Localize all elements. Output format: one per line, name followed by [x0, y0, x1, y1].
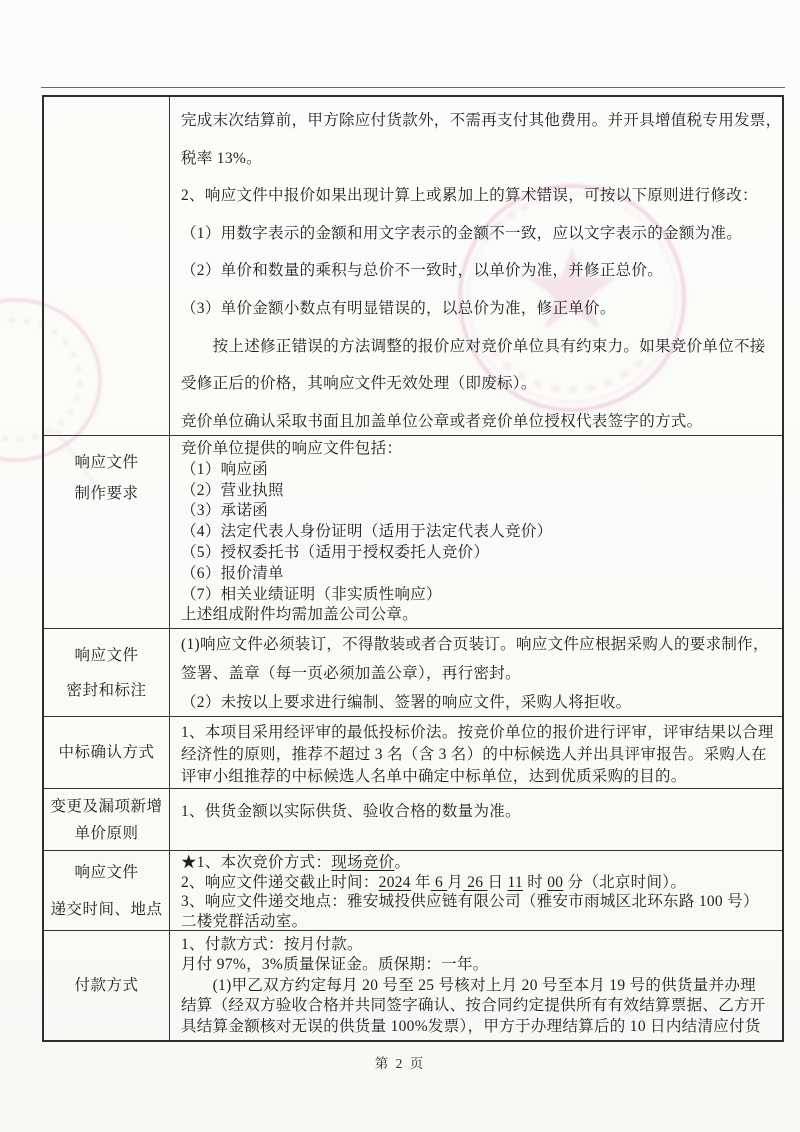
text-line: 结算（经双方验收合格并共同签字确认、按合同约定提供所有有效结算票据、乙方开 — [181, 997, 766, 1015]
text-line: 具结算金额核对无误的供货量 100%发票），甲方于办理结算后的 10 日内结清应付货 — [181, 1017, 761, 1035]
header-line: 制作要求 — [74, 485, 139, 502]
text-line: 经济性的原则，推荐不超过 3 名（含 3 名）的中标候选人并出具评审报告。采购人在 — [181, 746, 767, 763]
row-header-response-doc-requirements — [44, 436, 170, 628]
text-segment: 分（北京时间）。 — [563, 873, 687, 891]
table-row-award-confirmation — [44, 716, 782, 788]
text-line: 月付 97%，3%质量保证金。质保期：一年。 — [181, 956, 489, 974]
row-header-change-new-price — [44, 789, 170, 850]
text-line: （5）授权委托书（适用于授权委托人竞价） — [181, 543, 490, 561]
text-line: 竞价单位确认采取书面且加盖单位公章或者竞价单位授权代表签字的方式。 — [181, 412, 703, 430]
header-line: 变更及漏项新增 — [50, 797, 163, 815]
table-row-payment-terms — [44, 930, 782, 1040]
row-content-quote-corrections — [170, 97, 786, 435]
text-line: 1、付款方式：按月付款。 — [181, 936, 363, 953]
table-row-change-new-price — [44, 788, 782, 850]
header-line: 密封和标注 — [66, 681, 147, 699]
header-line: 付款方式 — [74, 977, 139, 994]
text-segment-underlined: 26 — [463, 873, 488, 891]
row-content-sealing-marking — [170, 629, 782, 716]
row-content-award-confirmation — [170, 717, 782, 788]
header-line: 响应文件 — [74, 863, 139, 881]
row-header-submission-time-place — [44, 851, 170, 930]
offer-terms-table — [42, 95, 784, 1042]
text-segment-underlined: 6 — [430, 873, 448, 891]
row-header-payment-terms — [44, 931, 170, 1040]
text-line: （4）法定代表人身份证明（适用于法定代表人竞价） — [181, 523, 553, 541]
text-segment: 时 — [523, 873, 548, 891]
header-line: 响应文件 — [74, 454, 139, 471]
text-line: （1）响应函 — [181, 460, 269, 478]
text-line: 1、供货金额以实际供货、验收合格的数量为准。 — [181, 803, 521, 820]
text-segment-underlined: 00 — [547, 873, 564, 891]
text-line: 税率 13%。 — [181, 149, 262, 167]
table-row-submission-time-place — [44, 850, 782, 930]
text-line: （2）营业执照 — [181, 481, 284, 499]
text-line: （7）相关业绩证明（非实质性响应） — [181, 585, 442, 603]
table-row-quote-corrections — [44, 97, 782, 435]
row-content-payment-terms — [170, 931, 782, 1040]
text-segment: 3、响应文件递交地点：雅安城投供应链有限公司（雅安市雨城区北环东路 100 号） — [181, 893, 759, 911]
row-header-sealing-marking — [44, 629, 170, 716]
text-line-place — [181, 892, 777, 912]
text-line: 按上述修正错误的方法调整的报价应对竞价单位具有约束力。如果竞价单位不接 — [181, 337, 766, 355]
text-line: (1)甲乙双方约定每月 20 号至 25 号核对上月 20 号至本月 19 号的供货量并办理 — [181, 976, 756, 994]
text-line: 竞价单位提供的响应文件包括： — [181, 440, 403, 457]
header-line: 响应文件 — [74, 646, 139, 664]
header-line: 单价原则 — [74, 824, 139, 842]
table-row-response-doc-requirements — [44, 435, 782, 628]
text-line: （1）用数字表示的金额和用文字表示的金额不一致，应以文字表示的金额为准。 — [181, 224, 743, 242]
header-line: 中标确认方式 — [58, 744, 155, 761]
text-segment-underlined: 11 — [507, 873, 524, 891]
text-segment: 2、响应文件递交截止时间： — [181, 873, 379, 891]
text-line: （2）单价和数量的乘积与总价不一致时，以单价为准，并修正总价。 — [181, 262, 664, 280]
text-segment-underlined: 现场竞价 — [331, 854, 395, 871]
table-row-sealing-marking — [44, 628, 782, 716]
header-line: 递交时间、地点 — [50, 900, 163, 918]
text-line: 2、响应文件中报价如果出现计算上或累加上的算术错误，可按以下原则进行修改： — [181, 187, 758, 205]
text-line: （3）单价金额小数点有明显错误的，以总价为准，修正单价。 — [181, 299, 616, 317]
text-line-deadline — [181, 873, 777, 893]
text-segment: ★1、本次竞价方式： — [181, 854, 332, 871]
text-line: （3）承诺函 — [181, 502, 269, 520]
text-line-bidding-method — [181, 853, 777, 873]
text-line-place-cont — [181, 912, 777, 932]
text-line: （6）报价清单 — [181, 564, 284, 582]
row-content-response-doc-requirements — [170, 436, 782, 628]
text-segment: 二楼党群活动室。 — [181, 912, 308, 930]
text-line: 评审小组推荐的中标候选人名单中确定中标单位，达到优质采购的目的。 — [181, 768, 687, 785]
text-line: （2）未按以上要求进行编制、签署的响应文件，采购人将拒收。 — [181, 694, 632, 711]
row-header-award-confirmation — [44, 717, 170, 788]
text-line: (1)响应文件必须装订，不得散装或者合页装订。响应文件应根据采购人的要求制作， — [181, 636, 769, 653]
text-segment-underlined: 2024 — [378, 873, 411, 891]
text-line: 签署、盖章（每一页必须加盖公章），再行密封。 — [181, 665, 521, 682]
row-header-empty — [44, 97, 170, 435]
text-segment: 月 — [447, 873, 464, 891]
page-number: 第 2 页 — [374, 1056, 426, 1071]
text-segment: 年 — [410, 873, 431, 891]
text-line: 完成末次结算前，甲方除应付货款外，不需再支付其他费用。并开具增值税专用发票， — [181, 112, 782, 129]
text-segment: 日 — [487, 873, 508, 891]
row-content-submission-time-place — [170, 851, 782, 930]
text-line: 上述组成附件均需加盖公司公章。 — [181, 606, 419, 624]
text-line: 1、本项目采用经评审的最低投标价法。按竞价单位的报价进行评审，评审结果以合理 — [181, 724, 774, 741]
row-content-change-new-price — [170, 789, 782, 850]
text-segment: 。 — [394, 854, 411, 871]
text-line: 受修正后的价格，其响应文件无效处理（即废标）。 — [181, 375, 537, 393]
table-outer-topline — [41, 87, 785, 88]
